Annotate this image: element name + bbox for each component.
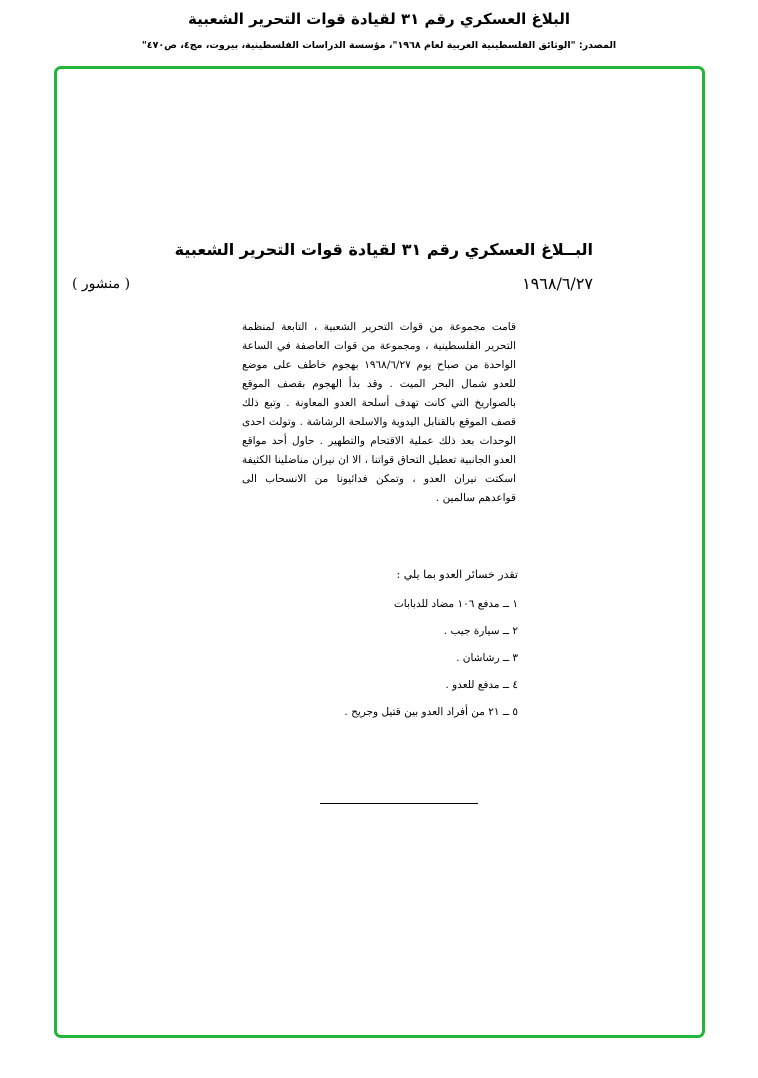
losses-item: ٤ ــ مدفع للعدو . [445, 679, 518, 691]
document-body: قامت مجموعة من قوات التحرير الشعبية ، التابعة لمنظمة التحرير الفلسطينية ، ومجموعة من قوات العاصفة في الساعة الواحدة من صباح يوم ١٩٦٨/٦/٢٧ بهجوم خاطف على موضع للعدو شمال البحر الميت . وقد بدأ الهجوم بقصف الموقع بالصواريخ التي كانت تهدف أسلحة العدو المعاونة . وتبع ذلك قصف الموقع بالقنابل اليدوية والاسلحة الرشاشة . وتولت احدى الوحدات بعد ذلك عملية الاقتحام والتطهير . حاول أحد مواقع العدو الجانبية تعطيل التحاق قواتنا ، الا ان نيران مناضلينا الكثيفة اسكتت نيران العدو ، وتمكن فدائيونا من الانسحاب الى قواعدهم سالمين . [242, 321, 516, 504]
document-published-label: ( منشور ) [72, 276, 131, 292]
losses-list [344, 594, 518, 729]
document-frame [54, 66, 705, 1038]
page-header-source: المصدر: "الوثائق الفلسطينية العربية لعام ١٩٦٨"، مؤسسة الدراسات الفلسطينية، بيروت، مج٤، ص٤٧٠" [141, 40, 617, 51]
losses-item: ٣ ــ رشاشان . [456, 652, 518, 664]
losses-item: ٢ ــ سيارة جيب . [443, 625, 518, 637]
losses-title: تقدر خسائر العدو بما يلي : [396, 568, 518, 581]
losses-item: ١ ــ مدفع ١٠٦ مضاد للدبابات [393, 598, 518, 610]
document-date: ١٩٦٨/٦/٢٧ [522, 274, 593, 293]
losses-item: ٥ ــ ٢١ من أفراد العدو بين قتيل وجريح . [344, 706, 518, 718]
document-title: البــلاغ العسكري رقم ٣١ لقيادة قوات التحرير الشعبية [174, 240, 593, 259]
end-separator-line [320, 803, 478, 804]
page-header-title: البلاغ العسكري رقم ٣١ لقيادة قوات التحرير الشعبية [188, 10, 570, 28]
